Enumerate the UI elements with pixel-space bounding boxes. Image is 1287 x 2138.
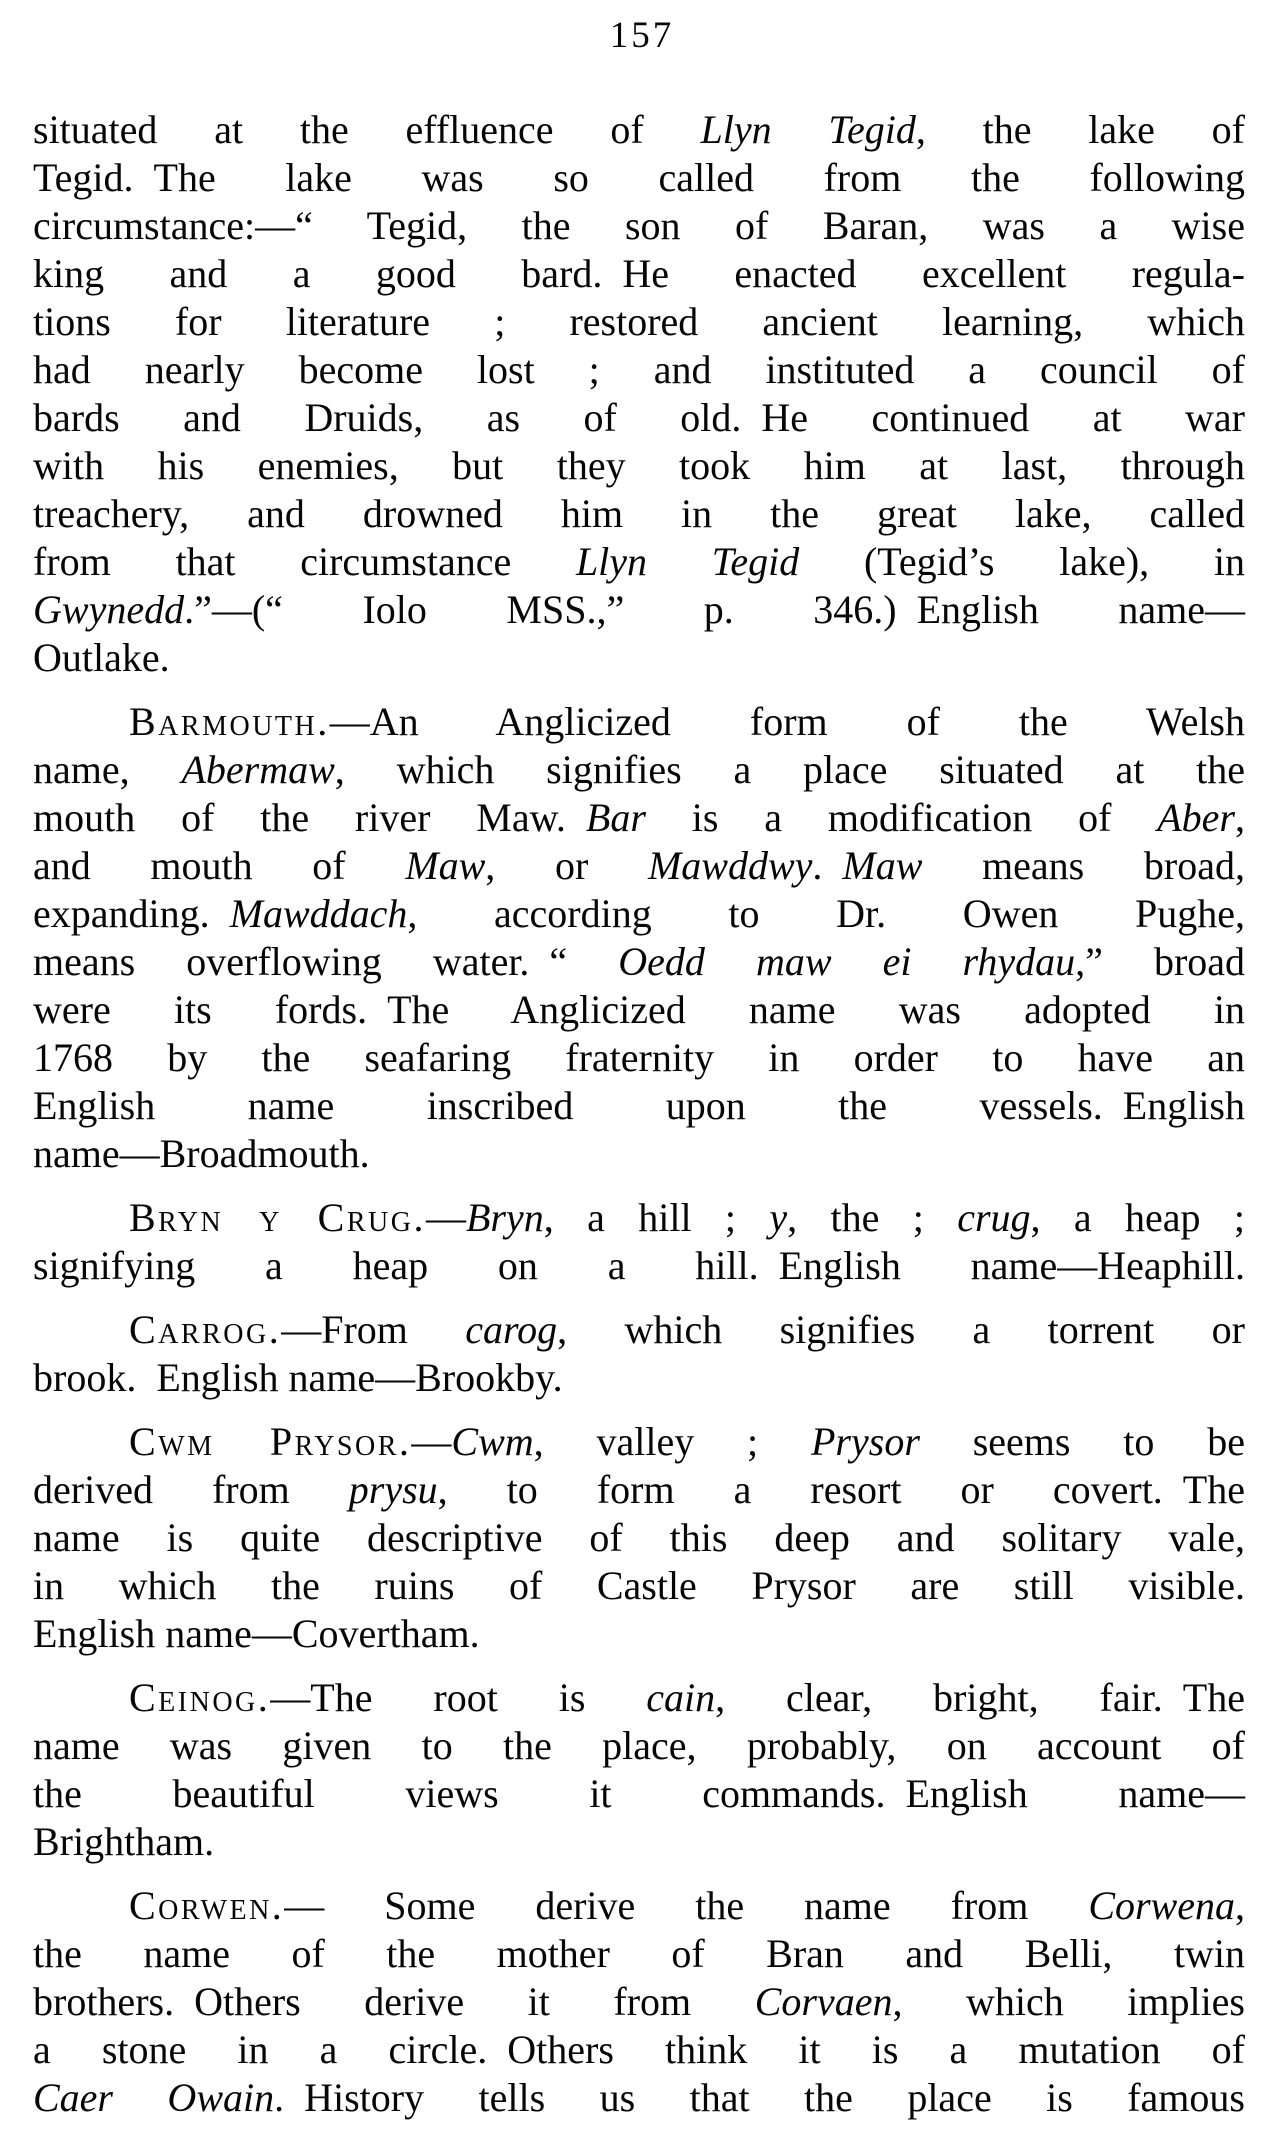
- page-number: 157: [609, 15, 675, 56]
- italic-welsh-term: Gwynedd: [33, 587, 185, 632]
- text-line: [33, 794, 1245, 842]
- text-line: [33, 842, 1245, 890]
- text-line: [33, 1610, 1245, 1658]
- text-line: [33, 2074, 1245, 2122]
- text-run: situated at the effluence of: [33, 107, 701, 152]
- italic-welsh-term: Llyn Tegid: [575, 539, 800, 584]
- text-run: brook. English name—Brookby.: [33, 1355, 563, 1400]
- text-run: , which signifies a torrent or: [557, 1307, 1245, 1352]
- text-run: , the ;: [787, 1195, 958, 1240]
- text-line: [33, 106, 1245, 154]
- text-line: [33, 1770, 1245, 1818]
- text-run: name,: [33, 747, 182, 792]
- text-run: is a modification of: [645, 795, 1158, 840]
- text-run: .: [812, 843, 843, 888]
- text-run: expanding.: [33, 891, 230, 936]
- text-run: —: [425, 1195, 466, 1240]
- text-run: name is quite descriptive of this deep and solitary vale,: [33, 1515, 1245, 1560]
- text-run: , a heap ;: [1030, 1195, 1245, 1240]
- entry-heading: Corwen.: [129, 1883, 285, 1928]
- text-line: [33, 986, 1245, 1034]
- entry-heading: Bryn y Crug.: [129, 1195, 426, 1240]
- text-line: [33, 490, 1245, 538]
- text-line: [33, 1354, 1245, 1402]
- text-line: [33, 1674, 1245, 1722]
- text-run: , according to Dr. Owen Pughe,: [407, 891, 1245, 936]
- entry-heading: Ceinog.: [129, 1675, 271, 1720]
- text-run: —From: [281, 1307, 466, 1352]
- italic-welsh-term: Bar: [585, 795, 646, 840]
- text-run: , which signifies a place situated at the: [334, 747, 1246, 792]
- text-run: a stone in a circle. Others think it is a mutation of: [33, 2027, 1245, 2072]
- text-run: ,: [1235, 795, 1245, 840]
- text-line: [33, 586, 1245, 634]
- text-run: tions for literature ; restored ancient learning, which: [33, 299, 1245, 344]
- text-line: [33, 1034, 1245, 1082]
- entry-heading: Carrog.: [129, 1307, 282, 1352]
- text-run: , to form a resort or covert. The: [437, 1467, 1245, 1512]
- text-run: with his enemies, but they took him at last, through: [33, 443, 1245, 488]
- text-run: treachery, and drowned him in the great lake, called: [33, 491, 1245, 536]
- entry-heading: Barmouth.: [129, 699, 330, 744]
- italic-welsh-term: Maw: [405, 843, 486, 888]
- text-run: bards and Druids, as of old. He continued at war: [33, 395, 1245, 440]
- paragraph: [33, 1306, 1245, 1402]
- text-run: . History tells us that the place is famous: [274, 2075, 1245, 2120]
- paragraph: [33, 1674, 1245, 1866]
- italic-welsh-term: Abermaw: [181, 747, 335, 792]
- paragraph: [33, 1194, 1245, 1290]
- text-run: , clear, bright, fair. The: [715, 1675, 1245, 1720]
- text-run: ,: [1235, 1883, 1245, 1928]
- text-line: [33, 698, 1245, 746]
- italic-welsh-term: carog: [465, 1307, 558, 1352]
- text-run: , the lake of: [915, 107, 1246, 152]
- paragraph: [33, 1882, 1245, 2122]
- text-line: [33, 746, 1245, 794]
- text-run: .”—(“ Iolo MSS.,” p. 346.) English name—: [184, 587, 1245, 632]
- text-run: means overflowing water. “: [33, 939, 619, 984]
- text-line: [33, 1418, 1245, 1466]
- text-run: —The root is: [270, 1675, 647, 1720]
- italic-welsh-term: Corwena: [1088, 1883, 1235, 1928]
- text-run: Outlake.: [33, 635, 170, 680]
- text-line: [33, 1466, 1245, 1514]
- text-line: [33, 2026, 1245, 2074]
- italic-welsh-term: Maw: [842, 843, 923, 888]
- text-line: [33, 938, 1245, 986]
- text-run: derived from: [33, 1467, 349, 1512]
- text-run: , valley ;: [533, 1419, 811, 1464]
- text-line: [33, 298, 1245, 346]
- text-run: mouth of the river Maw.: [33, 795, 586, 840]
- italic-welsh-term: Aber: [1157, 795, 1235, 840]
- text-run: —: [411, 1419, 452, 1464]
- text-line: [33, 1242, 1245, 1290]
- text-run: means broad,: [922, 843, 1245, 888]
- text-run: , which implies: [892, 1979, 1246, 2024]
- text-run: Tegid. The lake was so called from the following: [33, 155, 1245, 200]
- paragraph: [33, 106, 1245, 682]
- text-line: [33, 394, 1245, 442]
- text-line: [33, 346, 1245, 394]
- text-run: (Tegid’s lake), in: [799, 539, 1245, 584]
- text-line: [33, 1082, 1245, 1130]
- text-line: [33, 1514, 1245, 1562]
- text-run: , a hill ;: [543, 1195, 770, 1240]
- text-line: [33, 442, 1245, 490]
- italic-welsh-term: cain: [646, 1675, 716, 1720]
- italic-welsh-term: Caer Owain: [33, 2075, 275, 2120]
- text-run: seems to be: [919, 1419, 1245, 1464]
- text-run: ,” broad: [1075, 939, 1246, 984]
- paragraph: [33, 1418, 1245, 1658]
- italic-welsh-term: Prysor: [811, 1419, 920, 1464]
- text-run: from that circumstance: [33, 539, 576, 584]
- italic-welsh-term: Llyn Tegid: [700, 107, 916, 152]
- entry-heading: Cwm Prysor.: [129, 1419, 412, 1464]
- text-line: [33, 890, 1245, 938]
- text-line: [33, 202, 1245, 250]
- italic-welsh-term: Oedd maw ei rhydau: [618, 939, 1076, 984]
- text-run: were its fords. The Anglicized name was adopted in: [33, 987, 1245, 1032]
- italic-welsh-term: y: [769, 1195, 788, 1240]
- page-content: [33, 106, 1245, 2122]
- text-run: , or: [485, 843, 648, 888]
- text-run: and mouth of: [33, 843, 406, 888]
- italic-welsh-term: prysu: [348, 1467, 438, 1512]
- italic-welsh-term: Mawddach: [229, 891, 408, 936]
- text-run: 1768 by the seafaring fraternity in order to have an: [33, 1035, 1245, 1080]
- text-run: the beautiful views it commands. English name—: [33, 1771, 1245, 1816]
- text-run: name was given to the place, probably, on account of: [33, 1723, 1245, 1768]
- text-line: [33, 1722, 1245, 1770]
- text-line: [33, 634, 1245, 682]
- text-line: [33, 1930, 1245, 1978]
- italic-welsh-term: crug: [957, 1195, 1031, 1240]
- italic-welsh-term: Mawddwy: [647, 843, 813, 888]
- text-run: English name inscribed upon the vessels. English: [33, 1083, 1245, 1128]
- italic-welsh-term: Bryn: [465, 1195, 544, 1240]
- text-run: name—Broadmouth.: [33, 1131, 370, 1176]
- text-run: —An Anglicized form of the Welsh: [329, 699, 1245, 744]
- text-line: [33, 1306, 1245, 1354]
- text-line: [33, 1194, 1245, 1242]
- text-run: brothers. Others derive it from: [33, 1979, 755, 2024]
- text-line: [33, 1130, 1245, 1178]
- text-run: English name—Covertham.: [33, 1611, 480, 1656]
- text-run: king and a good bard. He enacted excellent regula-: [33, 251, 1245, 296]
- text-run: signifying a heap on a hill. English name—Heaphill.: [33, 1243, 1245, 1288]
- text-run: circumstance:—“ Tegid, the son of Baran, was a wise: [33, 203, 1245, 248]
- paragraph: [33, 698, 1245, 1178]
- text-run: Brightham.: [33, 1819, 215, 1864]
- text-line: [33, 538, 1245, 586]
- text-line: [33, 250, 1245, 298]
- text-run: in which the ruins of Castle Prysor are still visible.: [33, 1563, 1245, 1608]
- text-line: [33, 1818, 1245, 1866]
- italic-welsh-term: Corvaen: [754, 1979, 893, 2024]
- text-line: [33, 1978, 1245, 2026]
- italic-welsh-term: Cwm: [451, 1419, 534, 1464]
- text-line: [33, 154, 1245, 202]
- text-line: [33, 1882, 1245, 1930]
- text-run: the name of the mother of Bran and Belli, twin: [33, 1931, 1245, 1976]
- text-run: had nearly become lost ; and instituted a council of: [33, 347, 1245, 392]
- text-line: [33, 1562, 1245, 1610]
- text-run: — Some derive the name from: [284, 1883, 1089, 1928]
